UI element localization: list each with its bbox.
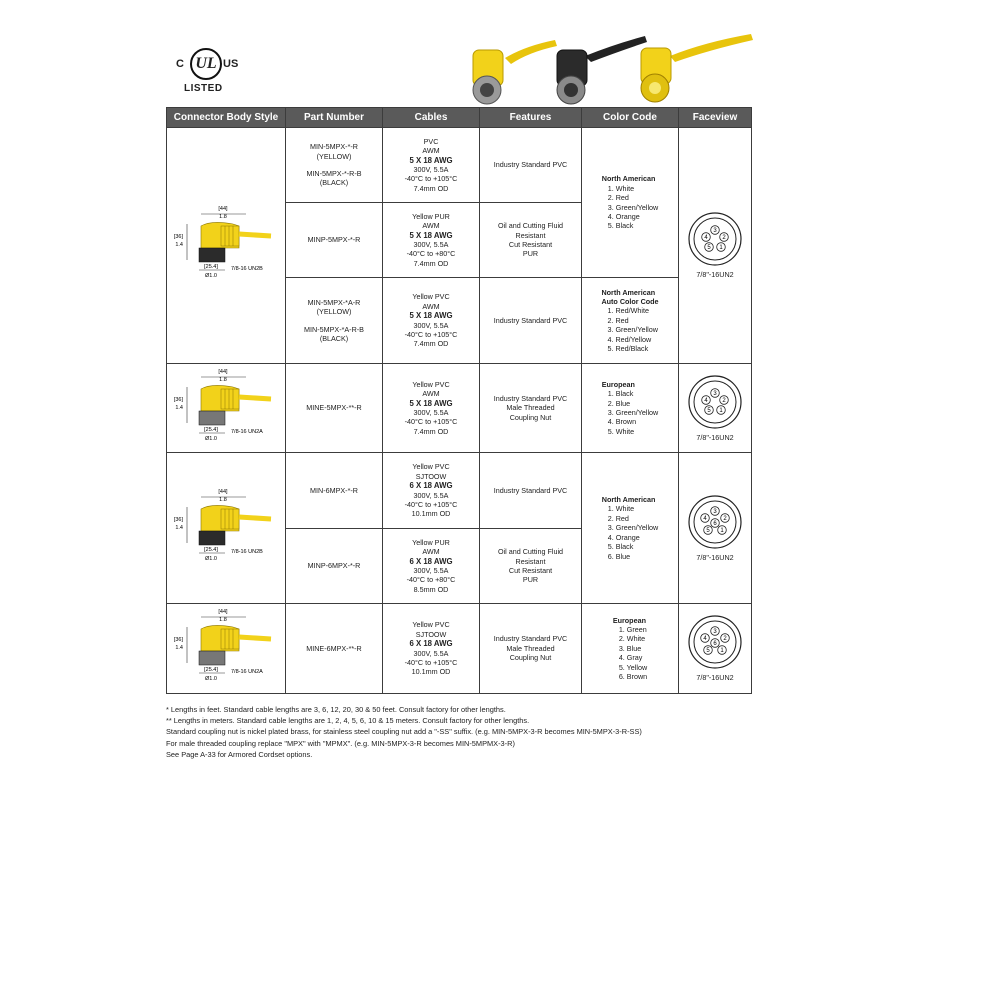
ul-listed-logo xyxy=(176,48,238,96)
part-number-cell xyxy=(286,529,383,604)
part-number: (BLACK) xyxy=(319,333,349,343)
dim-bot: [25.4] xyxy=(204,264,218,271)
pin-number: 2 xyxy=(722,397,726,404)
pin-number: 2 xyxy=(723,636,727,643)
wire-color: 1. White xyxy=(607,504,635,514)
faceview-diagram xyxy=(687,494,743,550)
pin-number: 6 xyxy=(713,641,717,648)
logo-us-text: US xyxy=(223,58,239,70)
pin-number: 2 xyxy=(723,515,727,522)
pin-number: 5 xyxy=(706,648,710,655)
part-number-cell xyxy=(286,453,383,529)
part-number-cell xyxy=(286,128,383,203)
color-code-cell xyxy=(582,364,679,453)
cable-spec-line: PVC xyxy=(423,136,439,146)
logo-listed-text: LISTED xyxy=(184,83,223,94)
part-number-cell xyxy=(286,364,383,453)
spacer xyxy=(288,161,380,169)
wire-color: 4. Brown xyxy=(607,417,637,427)
wire-color: 1. Red/White xyxy=(607,306,649,316)
faceview xyxy=(681,374,749,442)
cable-spec-line: 5 X 18 AWG xyxy=(409,311,453,321)
wire-color: 3. Green/Yellow xyxy=(607,408,659,417)
cable-spec-line: AWM xyxy=(422,301,440,311)
wire-color: 3. Green/Yellow xyxy=(607,523,659,533)
feature-line: Oil and Cutting Fluid xyxy=(497,547,564,557)
part-number: MIN-5MPX-*-R xyxy=(310,142,358,152)
pin-number: 1 xyxy=(719,407,723,414)
cable-spec-line: 300V, 5.5A xyxy=(413,240,449,249)
thread-label: 7/8-16 UN2A xyxy=(231,428,263,435)
feature-line: PUR xyxy=(522,249,539,259)
feature-line: Resistant xyxy=(515,230,546,240)
cable-spec-line: -40°C to +80°C xyxy=(406,249,456,259)
product-photo xyxy=(465,28,755,110)
dim-bot2: Ø1.0 xyxy=(205,555,217,562)
cable-spec-line: 5 X 18 AWG xyxy=(409,398,453,408)
cable-spec-line: 300V, 5.5A xyxy=(413,165,449,174)
pin-number: 3 xyxy=(713,228,717,235)
color-code-items xyxy=(601,306,658,353)
color-code-list xyxy=(601,288,658,354)
cable-cell xyxy=(383,364,480,453)
cable-cell xyxy=(383,128,480,203)
part-number-cell xyxy=(286,203,383,278)
cable-spec-line: 7.4mm OD xyxy=(413,426,449,436)
pin-number: 1 xyxy=(720,648,724,655)
wire-color: 2. Red xyxy=(607,193,629,203)
color-code-cell xyxy=(582,278,679,364)
cable-spec-line: 6 X 18 AWG xyxy=(409,556,453,566)
connector-drawing xyxy=(171,204,281,284)
header-faceview: Faceview xyxy=(679,108,752,128)
cable-spec-line: Yellow PVC xyxy=(412,620,450,630)
color-code-cell xyxy=(582,128,679,278)
part-number-cell xyxy=(286,278,383,364)
wire-color: 5. Black xyxy=(607,221,634,231)
faceview-cell xyxy=(679,128,752,364)
header-connector-body-style: Connector Body Style xyxy=(167,108,286,128)
color-code-title: European xyxy=(612,615,646,625)
thread-label: 7/8-16 UN2B xyxy=(231,266,263,273)
dim-bot2: Ø1.0 xyxy=(205,676,217,683)
cable-spec-line: AWM xyxy=(422,146,440,156)
dim-side: [36] xyxy=(173,396,183,403)
wire-color: 4. Orange xyxy=(607,211,640,221)
dim-top2: 1.8 xyxy=(219,617,227,624)
cable-spec-line: 8.5mm OD xyxy=(413,584,449,594)
feature-line: Industry Standard PVC xyxy=(493,485,568,495)
feature-line: Oil and Cutting Fluid xyxy=(497,221,564,231)
pin-number: 4 xyxy=(704,235,708,242)
part-number: (YELLOW) xyxy=(316,307,352,317)
connector-body-style-cell xyxy=(167,453,286,604)
faceview xyxy=(681,614,749,682)
faceview-cell xyxy=(679,453,752,604)
part-number: MINP-6MPX-*-R xyxy=(307,561,361,571)
header-color-code: Color Code xyxy=(582,108,679,128)
dim-top2: 1.8 xyxy=(219,496,227,503)
faceview-label: 7/8"-16UN2 xyxy=(696,552,734,562)
cable-spec-line: 300V, 5.5A xyxy=(413,566,449,575)
color-code-items xyxy=(602,504,658,560)
color-code-title: North American xyxy=(601,495,656,505)
part-number: (BLACK) xyxy=(319,178,349,188)
dim-bot2: Ø1.0 xyxy=(205,273,217,280)
wire-color: 4. Orange xyxy=(607,532,640,542)
feature-line: Resistant xyxy=(515,556,546,566)
part-number: MIN-6MPX-*-R xyxy=(310,485,358,495)
color-code-title: North American xyxy=(601,287,656,297)
cable-spec-line: 7.4mm OD xyxy=(413,183,449,193)
wire-color: 2. Blue xyxy=(607,398,631,408)
faceview-cell xyxy=(679,604,752,694)
color-code-list xyxy=(613,616,647,682)
cable-spec-line: SJTOOW xyxy=(415,629,447,639)
part-number: MIN-5MPX-*A-R-B xyxy=(304,324,364,334)
dim-bot: [25.4] xyxy=(204,546,218,553)
faceview-diagram xyxy=(687,614,743,670)
part-number: MIN-5MPX-*A-R xyxy=(307,297,361,307)
wire-color: 4. Gray xyxy=(618,653,643,663)
cable-spec-line: -40°C to +105°C xyxy=(404,174,458,184)
footnotes xyxy=(166,704,766,760)
wire-color: 1. White xyxy=(607,183,635,193)
wire-color: 5. Yellow xyxy=(618,662,648,672)
color-code-list xyxy=(602,174,658,230)
pin-number: 1 xyxy=(720,527,724,534)
cable-cell xyxy=(383,529,480,604)
dim-top2: 1.8 xyxy=(219,214,227,221)
dim-side2: 1.4 xyxy=(175,645,183,652)
wire-color: 6. Brown xyxy=(618,672,648,682)
connector-body-style-cell xyxy=(167,604,286,694)
header-cables: Cables xyxy=(383,108,480,128)
cable-spec-line: Yellow PUR xyxy=(412,537,450,547)
cable-spec-line: AWM xyxy=(422,547,440,557)
features-cell xyxy=(480,128,582,203)
dim-side2: 1.4 xyxy=(175,404,183,411)
wire-color: 5. White xyxy=(607,426,635,436)
pin-number: 5 xyxy=(707,245,711,252)
pin-number: 4 xyxy=(703,515,707,522)
pin-number: 3 xyxy=(713,390,717,397)
faceview-cell xyxy=(679,364,752,453)
cable-spec-line: Yellow PVC xyxy=(412,462,450,472)
wire-color: 1. Black xyxy=(607,389,634,399)
cable-spec-line: 7.4mm OD xyxy=(413,258,449,268)
cable-spec-line: -40°C to +105°C xyxy=(404,499,458,509)
dim-side: [36] xyxy=(173,516,183,523)
cable-spec-line: 10.1mm OD xyxy=(411,667,451,677)
pin-number: 3 xyxy=(713,508,717,515)
feature-line: Male Threaded xyxy=(506,643,555,653)
color-code-list xyxy=(602,380,658,436)
table-row xyxy=(167,604,752,694)
dim-side: [36] xyxy=(173,234,183,241)
color-code-title: North American xyxy=(601,174,656,184)
pin-number: 4 xyxy=(703,636,707,643)
faceview xyxy=(681,211,749,279)
cable-spec-line: 6 X 18 AWG xyxy=(409,639,453,649)
faceview-diagram xyxy=(687,211,743,267)
dim-bot2: Ø1.0 xyxy=(205,435,217,442)
pin-number: 2 xyxy=(722,235,726,242)
header-features: Features xyxy=(480,108,582,128)
cable-cell xyxy=(383,604,480,694)
table-row xyxy=(167,453,752,529)
part-number: (YELLOW) xyxy=(316,151,352,161)
wire-color: 4. Red/Yellow xyxy=(607,334,652,344)
wire-color: 3. Blue xyxy=(618,643,642,653)
color-code-cell xyxy=(582,453,679,604)
footnote: For male threaded coupling replace "MPX" with "MPMX". (e.g. MIN-5MPX-3-R becomes MIN-5MPMX-3-R) xyxy=(166,738,515,748)
cable-cell xyxy=(383,453,480,529)
part-number: MINP-5MPX-*-R xyxy=(307,235,361,245)
thread-label: 7/8-16 UN2B xyxy=(231,548,263,555)
feature-line: Coupling Nut xyxy=(509,412,552,422)
cable-spec-line: -40°C to +105°C xyxy=(404,329,458,339)
dim-top: [44] xyxy=(218,368,228,375)
wire-color: 2. Red xyxy=(607,315,629,325)
dim-bot: [25.4] xyxy=(204,426,218,433)
cable-spec-line: SJTOOW xyxy=(415,471,447,481)
cable-cell xyxy=(383,203,480,278)
connector-drawing xyxy=(171,607,281,687)
color-code-items xyxy=(602,184,658,231)
color-code-title: Auto Color Code xyxy=(601,296,659,306)
cable-spec-line: Yellow PVC xyxy=(412,379,450,389)
table-header-row xyxy=(167,108,752,128)
feature-line: Industry Standard PVC xyxy=(493,160,568,170)
wire-color: 3. Green/Yellow xyxy=(607,202,659,212)
color-code-items xyxy=(602,389,658,436)
feature-line: Industry Standard PVC xyxy=(493,634,568,644)
table-row xyxy=(167,128,752,203)
dim-top: [44] xyxy=(218,206,228,213)
thread-label: 7/8-16 UN2A xyxy=(231,669,263,676)
features-cell xyxy=(480,529,582,604)
dim-bot: [25.4] xyxy=(204,667,218,674)
wire-color: 5. Black xyxy=(607,542,634,552)
dim-top2: 1.8 xyxy=(219,376,227,383)
cable-spec-line: -40°C to +105°C xyxy=(404,657,458,667)
connector-body-style-cell xyxy=(167,128,286,364)
cable-spec-line: 300V, 5.5A xyxy=(413,320,449,330)
features-cell xyxy=(480,604,582,694)
faceview-label: 7/8"-16UN2 xyxy=(696,432,734,442)
cable-spec-line: -40°C to +80°C xyxy=(406,575,456,585)
cable-spec-line: 5 X 18 AWG xyxy=(409,155,453,165)
footnote: Standard coupling nut is nickel plated brass, for stainless steel coupling nut add a "-SS" suffix. (e.g. MIN-5MPX-3-R becomes MIN-5MPX-3-R-SS) xyxy=(166,727,642,737)
part-number-cell xyxy=(286,604,383,694)
pin-number: 3 xyxy=(713,629,717,636)
table-row xyxy=(167,364,752,453)
faceview xyxy=(681,494,749,562)
faceview-label: 7/8"-16UN2 xyxy=(696,673,734,683)
features-cell xyxy=(480,278,582,364)
feature-line: Cut Resistant xyxy=(508,566,553,575)
feature-line: Cut Resistant xyxy=(508,240,553,249)
feature-line: Industry Standard PVC xyxy=(493,315,568,325)
header-part-number: Part Number xyxy=(286,108,383,128)
dim-side2: 1.4 xyxy=(175,524,183,531)
cable-spec-line: 300V, 5.5A xyxy=(413,408,449,417)
part-number: MIN-5MPX-*-R-B xyxy=(306,169,362,178)
faceview-label: 7/8"-16UN2 xyxy=(696,270,734,280)
pin-number: 5 xyxy=(706,527,710,534)
wire-color: 3. Green/Yellow xyxy=(607,325,658,335)
pin-number: 5 xyxy=(707,407,711,414)
part-number: MINE-5MPX-**-R xyxy=(306,403,362,413)
features-cell xyxy=(480,203,582,278)
wire-color: 2. White xyxy=(618,634,646,644)
footnote: ** Lengths in meters. Standard cable lengths are 1, 2, 4, 5, 6, 10 & 15 meters. Consult factory for other lengths. xyxy=(166,716,530,726)
features-cell xyxy=(480,453,582,529)
connector-drawing xyxy=(171,487,281,567)
wire-color: 2. Red xyxy=(607,513,629,523)
feature-line: Coupling Nut xyxy=(509,653,552,663)
cable-spec-line: 300V, 5.5A xyxy=(413,490,449,500)
cable-cell xyxy=(383,278,480,364)
cable-spec-line: AWM xyxy=(422,221,440,231)
cable-spec-line: 5 X 18 AWG xyxy=(409,230,453,240)
logo-c-text: C xyxy=(176,58,184,70)
feature-line: PUR xyxy=(522,575,539,585)
cable-spec-line: 6 X 18 AWG xyxy=(409,481,453,491)
ul-circle-mark: UL xyxy=(190,48,222,80)
feature-line: Industry Standard PVC xyxy=(493,393,568,403)
cable-spec-line: Yellow PVC xyxy=(412,292,450,302)
pin-number: 6 xyxy=(713,520,717,527)
dim-side2: 1.4 xyxy=(175,242,183,249)
cable-spec-line: 300V, 5.5A xyxy=(413,648,449,658)
color-code-cell xyxy=(582,604,679,694)
pin-number: 1 xyxy=(719,245,723,252)
wire-color: 1. Green xyxy=(618,624,647,634)
color-code-list xyxy=(602,495,658,561)
cable-spec-line: -40°C to +105°C xyxy=(404,417,458,427)
dim-top: [44] xyxy=(218,488,228,495)
cable-spec-line: 7.4mm OD xyxy=(413,339,449,349)
faceview-diagram xyxy=(687,374,743,430)
dim-side: [36] xyxy=(173,637,183,644)
feature-line: Male Threaded xyxy=(506,403,555,413)
cable-spec-line: AWM xyxy=(422,389,440,399)
spacer xyxy=(288,317,380,325)
connector-body-style-cell xyxy=(167,364,286,453)
connector-drawing xyxy=(171,367,281,447)
pin-number: 4 xyxy=(704,397,708,404)
part-number: MINE-6MPX-**-R xyxy=(306,643,362,653)
color-code-items xyxy=(613,625,647,681)
features-cell xyxy=(480,364,582,453)
cable-spec-line: Yellow PUR xyxy=(412,211,450,221)
wire-color: 6. Blue xyxy=(607,551,631,561)
footnote: See Page A-33 for Armored Cordset options. xyxy=(166,749,313,759)
cordset-spec-table xyxy=(166,107,752,694)
cable-spec-line: 10.1mm OD xyxy=(411,509,451,519)
footnote: * Lengths in feet. Standard cable lengths are 3, 6, 12, 20, 30 & 50 feet. Consult factory for other lengths. xyxy=(166,705,506,714)
wire-color: 5. Red/Black xyxy=(607,344,649,354)
dim-top: [44] xyxy=(218,609,228,616)
color-code-title: European xyxy=(601,379,635,389)
